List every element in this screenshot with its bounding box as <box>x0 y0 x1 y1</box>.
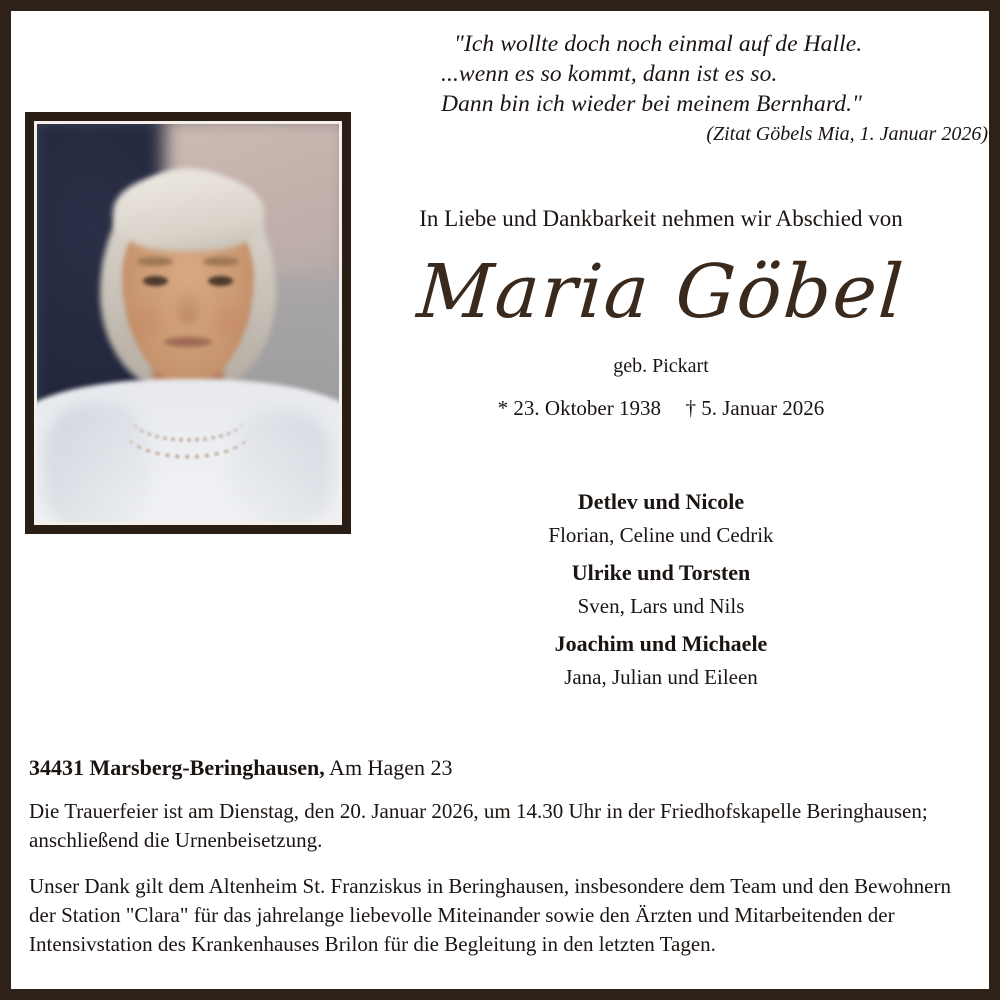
birth-date: 23. Oktober 1938 <box>513 396 661 420</box>
death-symbol: † <box>685 396 696 420</box>
portrait-cheek-left <box>128 303 167 339</box>
portrait-photo-mat <box>34 121 342 525</box>
life-dates <box>351 394 971 422</box>
family-children: Sven, Lars und Nils <box>577 594 745 618</box>
notice-details <box>29 753 971 959</box>
memorial-quote <box>441 29 989 148</box>
death-date: 5. Januar 2026 <box>701 396 825 420</box>
family-parents: Joachim und Michaele <box>554 631 768 656</box>
quote-line-1: "Ich wollte doch noch einmal auf de Halle. <box>454 31 863 57</box>
address-city: 34431 Marsberg-Beringhausen, <box>29 755 325 780</box>
farewell-intro: In Liebe und Dankbarkeit nehmen wir Abschied von <box>419 206 903 231</box>
quote-line-3: Dann bin ich wieder bei meinem Bernhard." <box>441 91 863 117</box>
birth-symbol: * <box>497 396 509 420</box>
portrait-hair-fringe <box>113 172 264 252</box>
address-street: Am Hagen 23 <box>324 755 453 780</box>
family-parents: Ulrike und Torsten <box>571 560 751 585</box>
surviving-family-list <box>351 485 971 698</box>
portrait-photo-frame <box>25 112 351 534</box>
portrait-photo <box>37 124 339 522</box>
quote-line-2: ...wenn es so kommt, dann ist es so. <box>441 61 778 87</box>
quote-attribution: (Zitat Göbels Mia, 1. Januar 2026) <box>706 123 988 145</box>
portrait-eyebrow-left <box>137 257 173 266</box>
thanks-message: Unser Dank gilt dem Altenheim St. Franziskus in Beringhausen, insbesondere dem Team und den Bewohnern der Station "Clara" für das jahrelange liebevolle Miteinander sowie den Ärzten und Mitarbeitenden der Intensivstation des Krankenhauses Brilon für die Begleitung in den letzten Tagen. <box>29 874 951 956</box>
family-children: Jana, Julian und Eileen <box>564 665 758 689</box>
family-parents: Detlev und Nicole <box>577 489 745 514</box>
portrait-nose <box>177 287 198 323</box>
deceased-name: Maria Göbel <box>414 249 908 335</box>
portrait-cheek-right <box>209 303 248 339</box>
family-children: Florian, Celine und Cedrik <box>548 523 774 547</box>
deceased-maiden-name: geb. Pickart <box>613 355 709 377</box>
funeral-service-info: Die Trauerfeier ist am Dienstag, den 20. Januar 2026, um 14.30 Uhr in der Friedhofskapelle Beringhausen; anschließend die Urnenbeisetzung. <box>29 799 928 852</box>
address-line <box>29 753 971 783</box>
portrait-necklace <box>125 403 252 460</box>
